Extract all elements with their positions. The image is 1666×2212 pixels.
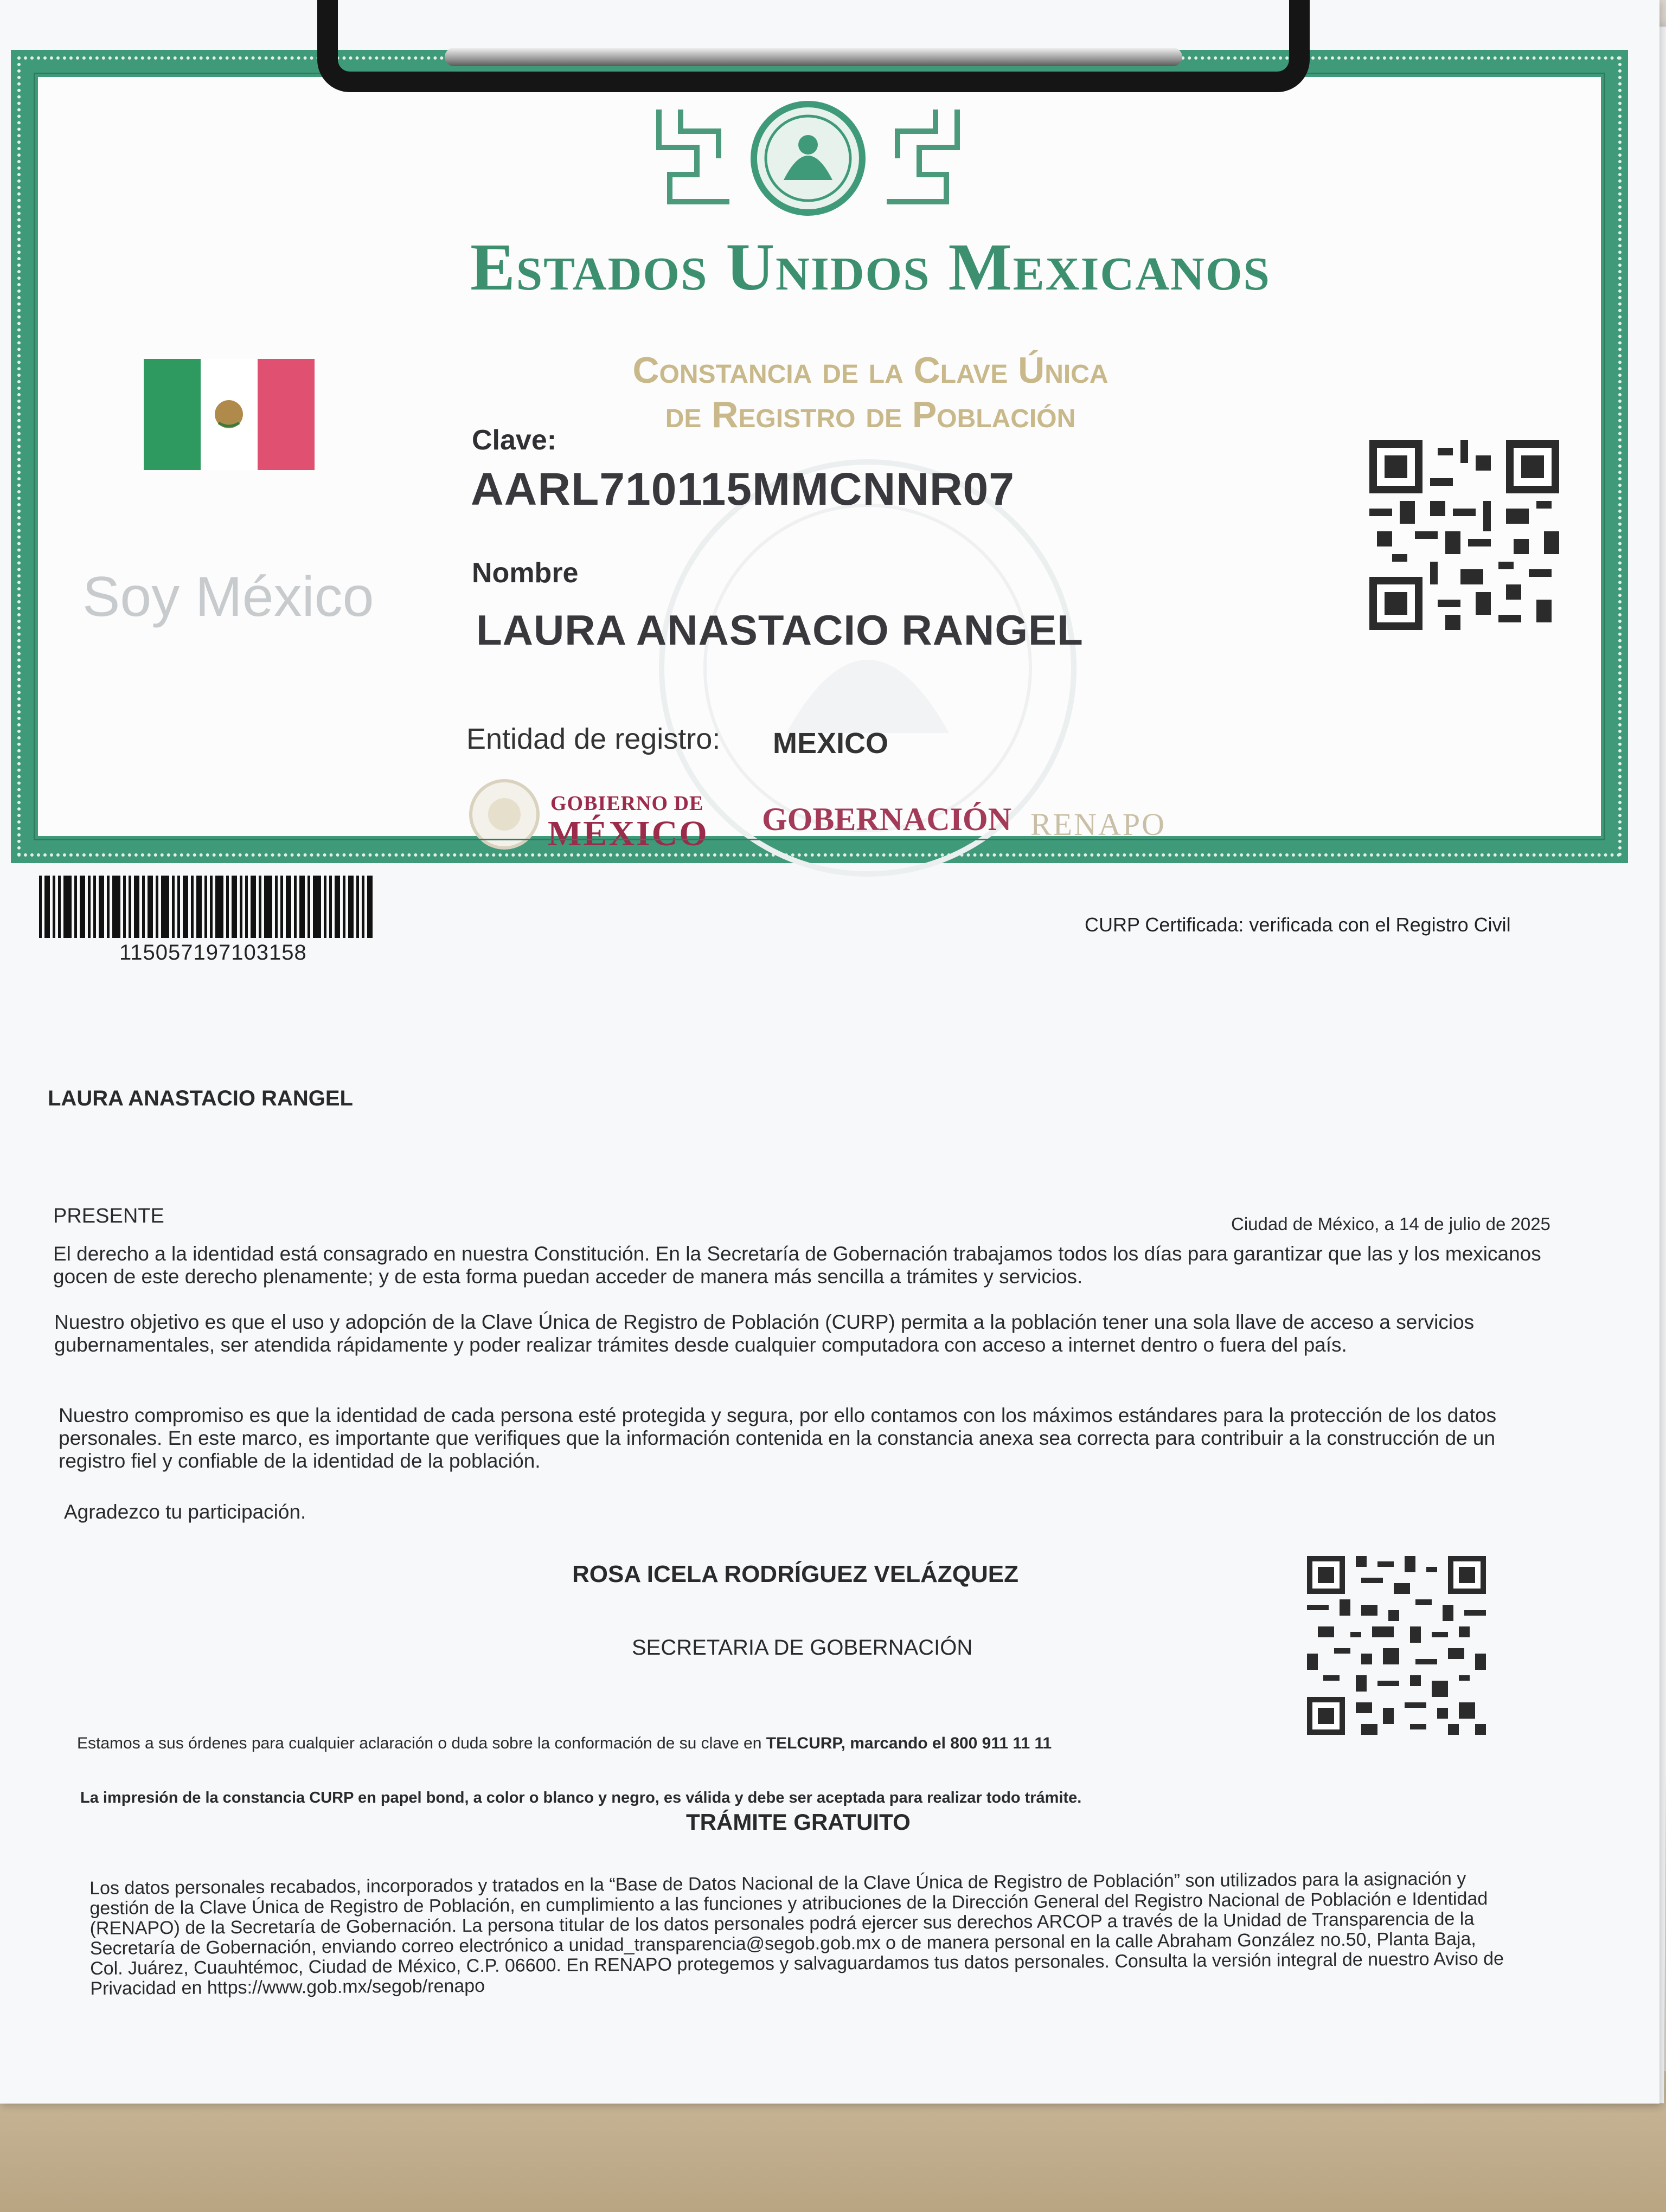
gobierno-logo-line2: MÉXICO (548, 814, 709, 853)
qr-code-icon (1369, 440, 1559, 630)
signer-name: ROSA ICELA RODRÍGUEZ VELÁZQUEZ (572, 1561, 1018, 1587)
clave-value: AARL710115MMCNNR07 (471, 464, 1015, 515)
nombre-value: LAURA ANASTACIO RANGEL (476, 606, 1084, 654)
document-subtitle: Constancia de la Clave Única de Registro de Población (632, 350, 1108, 435)
gobernacion-logo: GOBERNACIÓN (762, 801, 1012, 837)
letter-presente: PRESENTE (53, 1205, 164, 1227)
gobierno-logo-line1: GOBIERNO DE (550, 792, 704, 815)
telcurp-contact: Estamos a sus órdenes para cualquier aclaración o duda sobre la conformación de su clave en TELCURP, marcando el 800 911 11 11 (77, 1734, 1052, 1752)
clipboard-clip-bar (445, 48, 1182, 66)
barcode-icon (39, 876, 373, 938)
letter-place-date: Ciudad de México, a 14 de julio de 2025 (1231, 1214, 1550, 1234)
nombre-label: Nombre (472, 557, 579, 589)
privacy-notice: Los datos personales recabados, incorporados y tratados en la “Base de Datos Nacional de la Clave Única de Registro de Población” son utilizados para la asignación y gestión de la Clave Única de Registro de Población, en cumplimiento a las funciones y atribuciones de la Dirección General del Registro Nacional de Población e Identidad (RENAPO) de la Secretaría de Gobernación. La persona titular de los datos personales podrá ejercer sus derechos ARCOP a través de la Unidad de Transparencia de la Secretaría de Gobernación, enviando correo electrónico a unidad_transparencia@segob.gob.mx o de manera personal en la calle Abraham González no.50, Planta Baja, Col. Juárez, Cuauhtémoc, Ciudad de México, C.P. 06600. En RENAPO protegemos y salvaguardamos tus datos personales. Consulta la versión integral de nuestro Aviso de Privacidad en https://www.gob.mx/segob/renapo (89, 1868, 1504, 1999)
letter-paragraph-1: El derecho a la identidad está consagrado en nuestra Constitución. En la Secretaría de Gobernación trabajamos todos los días para garantizar que las y los mexicanos gocen de este derecho plenamente; y de esta forma puedan acceder de manera más sencilla a trámites y servicios. (53, 1243, 1541, 1288)
letter-paragraph-3: Nuestro compromiso es que la identidad de cada persona esté protegida y segura, por ello contamos con los máximos estándares para la protección de los datos personales. En este marco, es importante que verifiques que la información contenida en la constancia anexa sea correcta para contribuir a la construcción de un registro fiel y confiable de la identidad de la población. (59, 1404, 1497, 1472)
qr-code-icon (1307, 1556, 1486, 1735)
tramite-gratuito: TRÁMITE GRATUITO (686, 1809, 911, 1835)
signer-title: SECRETARIA DE GOBERNACIÓN (632, 1636, 973, 1660)
soy-mexico-text: Soy México (82, 565, 374, 628)
curp-certificada-note: CURP Certificada: verificada con el Registro Civil (1085, 914, 1511, 936)
clave-label: Clave: (472, 425, 557, 456)
document-title: Estados Unidos Mexicanos (470, 230, 1271, 304)
mexican-flag-icon (144, 359, 315, 470)
coat-of-arms-emblem-icon (648, 99, 968, 218)
entidad-label: Entidad de registro: (466, 723, 721, 755)
letter-recipient: LAURA ANASTACIO RANGEL (48, 1086, 353, 1110)
gobierno-seal-icon (466, 776, 542, 852)
letter-thanks: Agradezco tu participación. (64, 1501, 306, 1523)
validity-note: La impresión de la constancia CURP en papel bond, a color o blanco y negro, es válida y debe ser aceptada para realizar todo trámite. (80, 1789, 1082, 1806)
renapo-logo: RENAPO (1030, 807, 1167, 842)
barcode-number: 115057197103158 (119, 941, 307, 964)
entidad-value: MEXICO (773, 727, 889, 760)
clipboard-clip (317, 0, 1310, 92)
certificate-frame (11, 50, 1628, 863)
letter-paragraph-2: Nuestro objetivo es que el uso y adopción de la Clave Única de Registro de Población (CURP) permita a la población tener una sola llave de acceso a servicios gubernamentales, ser atendida rápidamente y poder realizar trámites desde cualquier computadora con acceso a internet dentro o fuera del país. (54, 1311, 1475, 1356)
